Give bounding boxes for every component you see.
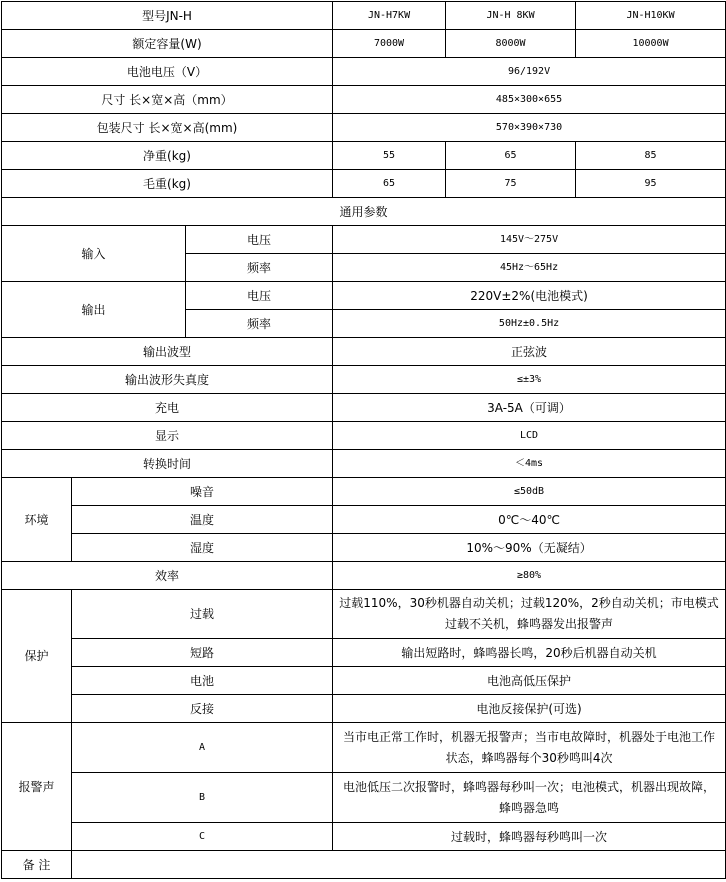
alarm-b-label: B (72, 773, 333, 823)
model-row (2, 2, 726, 30)
humidity-label: 湿度 (72, 534, 333, 562)
protect-reverse-row (2, 695, 726, 723)
alarm-b-row (2, 773, 726, 823)
net-weight-8kw: 65 (446, 142, 576, 170)
protect-short-row (2, 639, 726, 667)
rated-capacity-7kw: 7000W (333, 30, 446, 58)
output-label: 输出 (2, 282, 186, 338)
model-label: 型号JN-H (2, 2, 333, 30)
alarm-c-value: 过载时，蜂鸣器每秒鸣叫一次 (333, 823, 726, 851)
battery-voltage-label: 电池电压（V） (2, 58, 333, 86)
input-voltage-label: 电压 (186, 226, 333, 254)
input-voltage-value: 145V～275V (333, 226, 726, 254)
battery-protect-value: 电池高低压保护 (333, 667, 726, 695)
rated-capacity-10kw: 10000W (576, 30, 726, 58)
temperature-value: 0℃～40℃ (333, 506, 726, 534)
alarm-a-value: 当市电正常工作时，机器无报警声；当市电故障时，机器处于电池工作状态，蜂鸣器每个30秒鸣叫4次 (333, 723, 726, 773)
efficiency-label: 效率 (2, 562, 333, 590)
remarks-value (72, 851, 726, 879)
transfer-time-row (2, 450, 726, 478)
size-row (2, 86, 726, 114)
display-value: LCD (333, 422, 726, 450)
package-size-row (2, 114, 726, 142)
overload-label: 过载 (72, 590, 333, 639)
distortion-label: 输出波形失真度 (2, 366, 333, 394)
model-10kw: JN-H10KW (576, 2, 726, 30)
output-voltage-row (2, 282, 726, 310)
remarks-label: 备 注 (2, 851, 72, 879)
charge-value: 3A-5A（可调） (333, 394, 726, 422)
net-weight-10kw: 85 (576, 142, 726, 170)
net-weight-7kw: 55 (333, 142, 446, 170)
short-circuit-label: 短路 (72, 639, 333, 667)
size-value: 485×300×655 (333, 86, 726, 114)
efficiency-row (2, 562, 726, 590)
humidity-value: 10%～90%（无凝结） (333, 534, 726, 562)
battery-protect-label: 电池 (72, 667, 333, 695)
gross-weight-row (2, 170, 726, 198)
general-params-title: 通用参数 (2, 198, 726, 226)
rated-capacity-8kw: 8000W (446, 30, 576, 58)
battery-voltage-row (2, 58, 726, 86)
gross-weight-7kw: 65 (333, 170, 446, 198)
transfer-time-value: ＜4ms (333, 450, 726, 478)
short-circuit-value: 输出短路时，蜂鸣器长鸣，20秒后机器自动关机 (333, 639, 726, 667)
distortion-value: ≤±3% (333, 366, 726, 394)
alarm-c-row (2, 823, 726, 851)
output-freq-value: 50Hz±0.5Hz (333, 310, 726, 338)
protect-overload-row (2, 590, 726, 639)
net-weight-label: 净重(kg) (2, 142, 333, 170)
model-7kw: JN-H7KW (333, 2, 446, 30)
reverse-label: 反接 (72, 695, 333, 723)
alarm-c-label: C (72, 823, 333, 851)
efficiency-value: ≥80% (333, 562, 726, 590)
input-freq-label: 频率 (186, 254, 333, 282)
waveform-row (2, 338, 726, 366)
waveform-value: 正弦波 (333, 338, 726, 366)
alarm-b-value: 电池低压二次报警时，蜂鸣器每秒叫一次；电池模式，机器出现故障，蜂鸣器急鸣 (333, 773, 726, 823)
transfer-time-label: 转换时间 (2, 450, 333, 478)
overload-value: 过载110%，30秒机器自动关机；过载120%，2秒自动关机；市电模式过载不关机，蜂鸣器发出报警声 (333, 590, 726, 639)
reverse-value: 电池反接保护(可选) (333, 695, 726, 723)
model-8kw: JN-H 8KW (446, 2, 576, 30)
input-voltage-row (2, 226, 726, 254)
display-label: 显示 (2, 422, 333, 450)
gross-weight-label: 毛重(kg) (2, 170, 333, 198)
distortion-row (2, 366, 726, 394)
input-label: 输入 (2, 226, 186, 282)
protect-battery-row (2, 667, 726, 695)
battery-voltage-value: 96/192V (333, 58, 726, 86)
output-voltage-value: 220V±2%(电池模式) (333, 282, 726, 310)
alarm-a-row (2, 723, 726, 773)
remarks-row (2, 851, 726, 879)
rated-capacity-label: 额定容量(W) (2, 30, 333, 58)
env-temp-row (2, 506, 726, 534)
gross-weight-10kw: 95 (576, 170, 726, 198)
charge-row (2, 394, 726, 422)
env-noise-row (2, 478, 726, 506)
protection-label: 保护 (2, 590, 72, 723)
general-params-row (2, 198, 726, 226)
temperature-label: 温度 (72, 506, 333, 534)
alarm-a-label: A (72, 723, 333, 773)
rated-capacity-row (2, 30, 726, 58)
noise-value: ≤50dB (333, 478, 726, 506)
output-voltage-label: 电压 (186, 282, 333, 310)
alarm-label: 报警声 (2, 723, 72, 851)
output-freq-label: 频率 (186, 310, 333, 338)
env-humidity-row (2, 534, 726, 562)
spec-table (1, 1, 726, 879)
noise-label: 噪音 (72, 478, 333, 506)
net-weight-row (2, 142, 726, 170)
input-freq-value: 45Hz～65Hz (333, 254, 726, 282)
package-size-label: 包装尺寸 长×宽×高(mm) (2, 114, 333, 142)
gross-weight-8kw: 75 (446, 170, 576, 198)
charge-label: 充电 (2, 394, 333, 422)
environment-label: 环境 (2, 478, 72, 562)
package-size-value: 570×390×730 (333, 114, 726, 142)
display-row (2, 422, 726, 450)
waveform-label: 输出波型 (2, 338, 333, 366)
size-label: 尺寸 长×宽×高（mm） (2, 86, 333, 114)
